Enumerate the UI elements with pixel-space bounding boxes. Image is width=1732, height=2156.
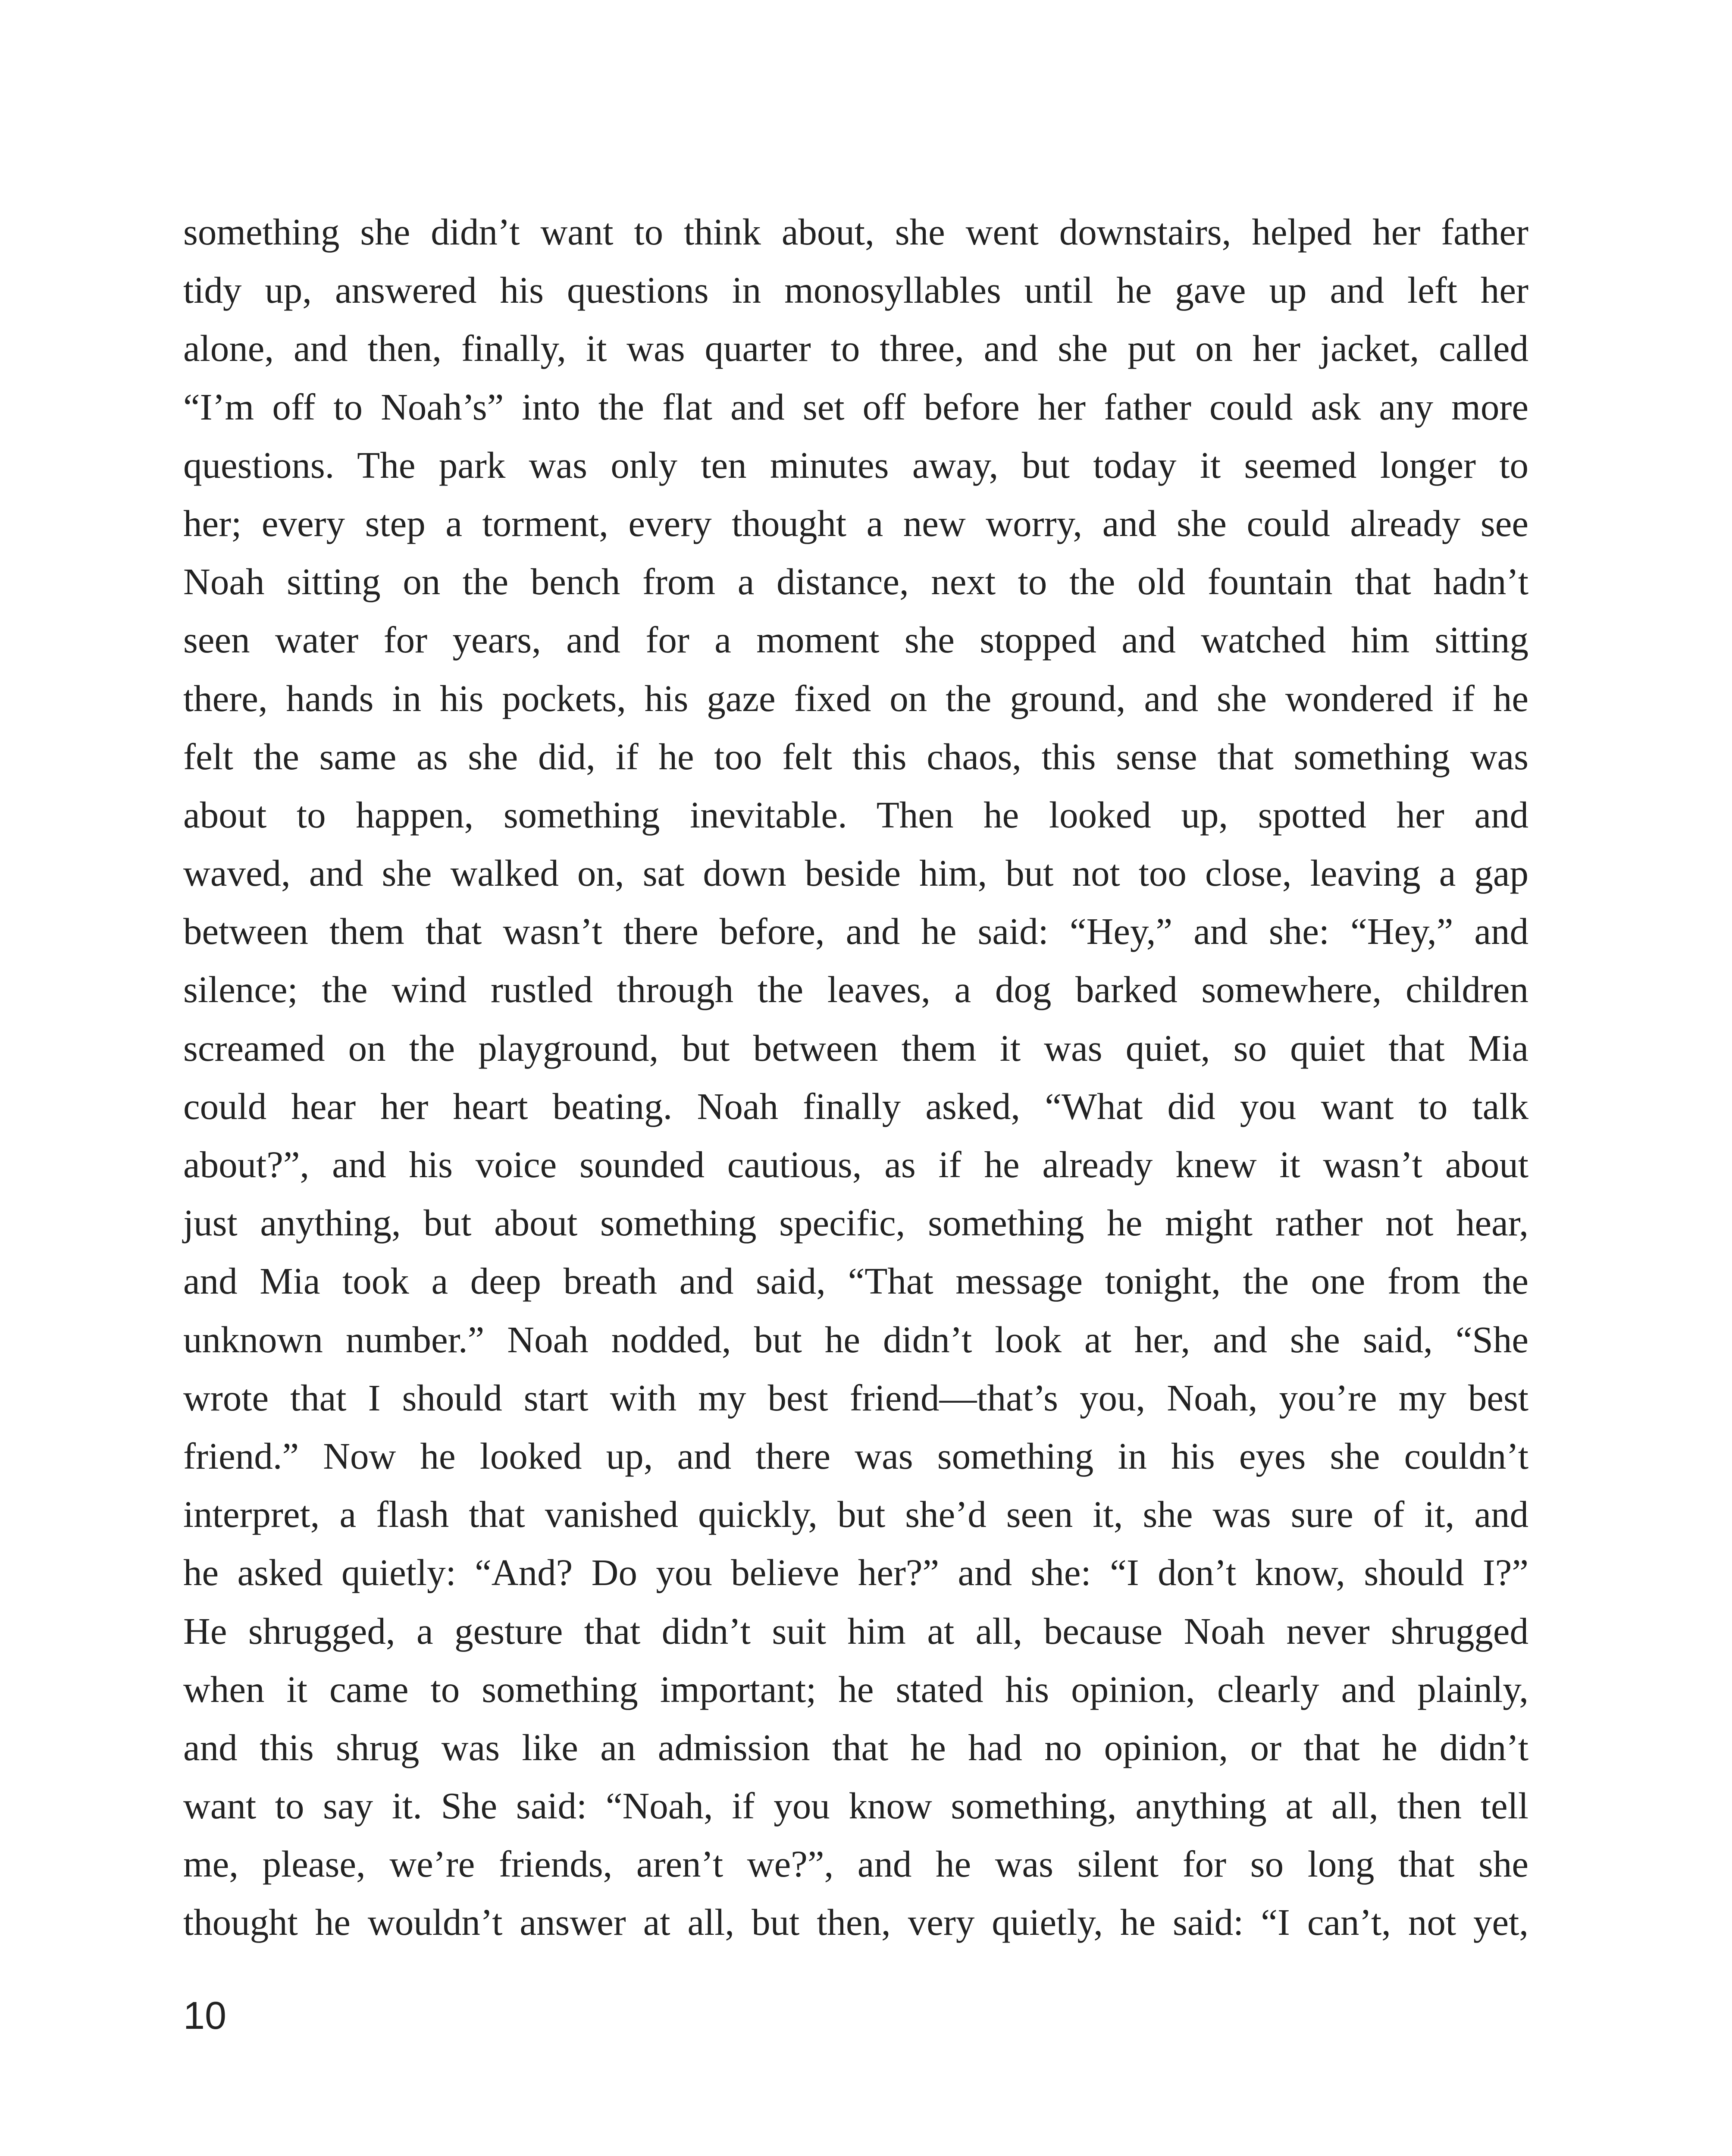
text-line: interpret, a flash that vanished quickly, but she’d seen it, she was sure of it, and	[183, 1493, 1528, 1536]
text-line: friend.” Now he looked up, and there was something in his eyes she couldn’t	[183, 1435, 1528, 1477]
text-line: screamed on the playground, but between them it was quiet, so quiet that Mia	[183, 1027, 1528, 1069]
text-line: something she didn’t want to think about, she went downstairs, helped her father	[183, 211, 1528, 253]
text-line: felt the same as she did, if he too felt this chaos, this sense that something was	[183, 735, 1528, 777]
text-line: Noah sitting on the bench from a distance, next to the old fountain that hadn’t	[183, 561, 1528, 603]
text-line: waved, and she walked on, sat down beside him, but not too close, leaving a gap	[183, 852, 1528, 894]
text-line: want to say it. She said: “Noah, if you know something, anything at all, then tell	[183, 1785, 1528, 1827]
text-line: tidy up, answered his questions in monosyllables until he gave up and left her	[183, 269, 1528, 311]
text-line: He shrugged, a gesture that didn’t suit him at all, because Noah never shrugged	[183, 1610, 1528, 1652]
text-line: questions. The park was only ten minutes away, but today it seemed longer to	[183, 444, 1528, 486]
text-line: her; every step a torment, every thought a new worry, and she could already see	[183, 502, 1528, 544]
text-line: seen water for years, and for a moment she stopped and watched him sitting	[183, 619, 1528, 661]
text-line: me, please, we’re friends, aren’t we?”, and he was silent for so long that she	[183, 1843, 1528, 1885]
text-line: thought he wouldn’t answer at all, but then, very quietly, he said: “I can’t, not yet,	[183, 1901, 1528, 1943]
text-line: could hear her heart beating. Noah finally asked, “What did you want to talk	[183, 1085, 1528, 1127]
body-text	[183, 203, 1528, 1952]
text-line: he asked quietly: “And? Do you believe her?” and she: “I don’t know, should I?”	[183, 1551, 1528, 1594]
text-line: wrote that I should start with my best friend—that’s you, Noah, you’re my best	[183, 1376, 1528, 1419]
page-number: 10	[183, 1994, 227, 2037]
text-line: just anything, but about something specific, something he might rather not hear,	[183, 1202, 1528, 1244]
text-line: alone, and then, finally, it was quarter to three, and she put on her jacket, called	[183, 327, 1528, 370]
text-line: unknown number.” Noah nodded, but he didn’t look at her, and she said, “She	[183, 1318, 1528, 1360]
text-line: about to happen, something inevitable. Then he looked up, spotted her and	[183, 793, 1528, 836]
text-line: and Mia took a deep breath and said, “That message tonight, the one from the	[183, 1260, 1528, 1302]
text-line: there, hands in his pockets, his gaze fixed on the ground, and she wondered if he	[183, 677, 1528, 719]
text-line: silence; the wind rustled through the leaves, a dog barked somewhere, children	[183, 968, 1528, 1011]
text-line: when it came to something important; he stated his opinion, clearly and plainly,	[183, 1668, 1528, 1710]
text-line: between them that wasn’t there before, and he said: “Hey,” and she: “Hey,” and	[183, 910, 1528, 953]
text-line: about?”, and his voice sounded cautious, as if he already knew it wasn’t about	[183, 1144, 1528, 1185]
text-line: and this shrug was like an admission that he had no opinion, or that he didn’t	[183, 1726, 1528, 1768]
text-line: “I’m off to Noah’s” into the flat and set off before her father could ask any more	[183, 385, 1528, 428]
